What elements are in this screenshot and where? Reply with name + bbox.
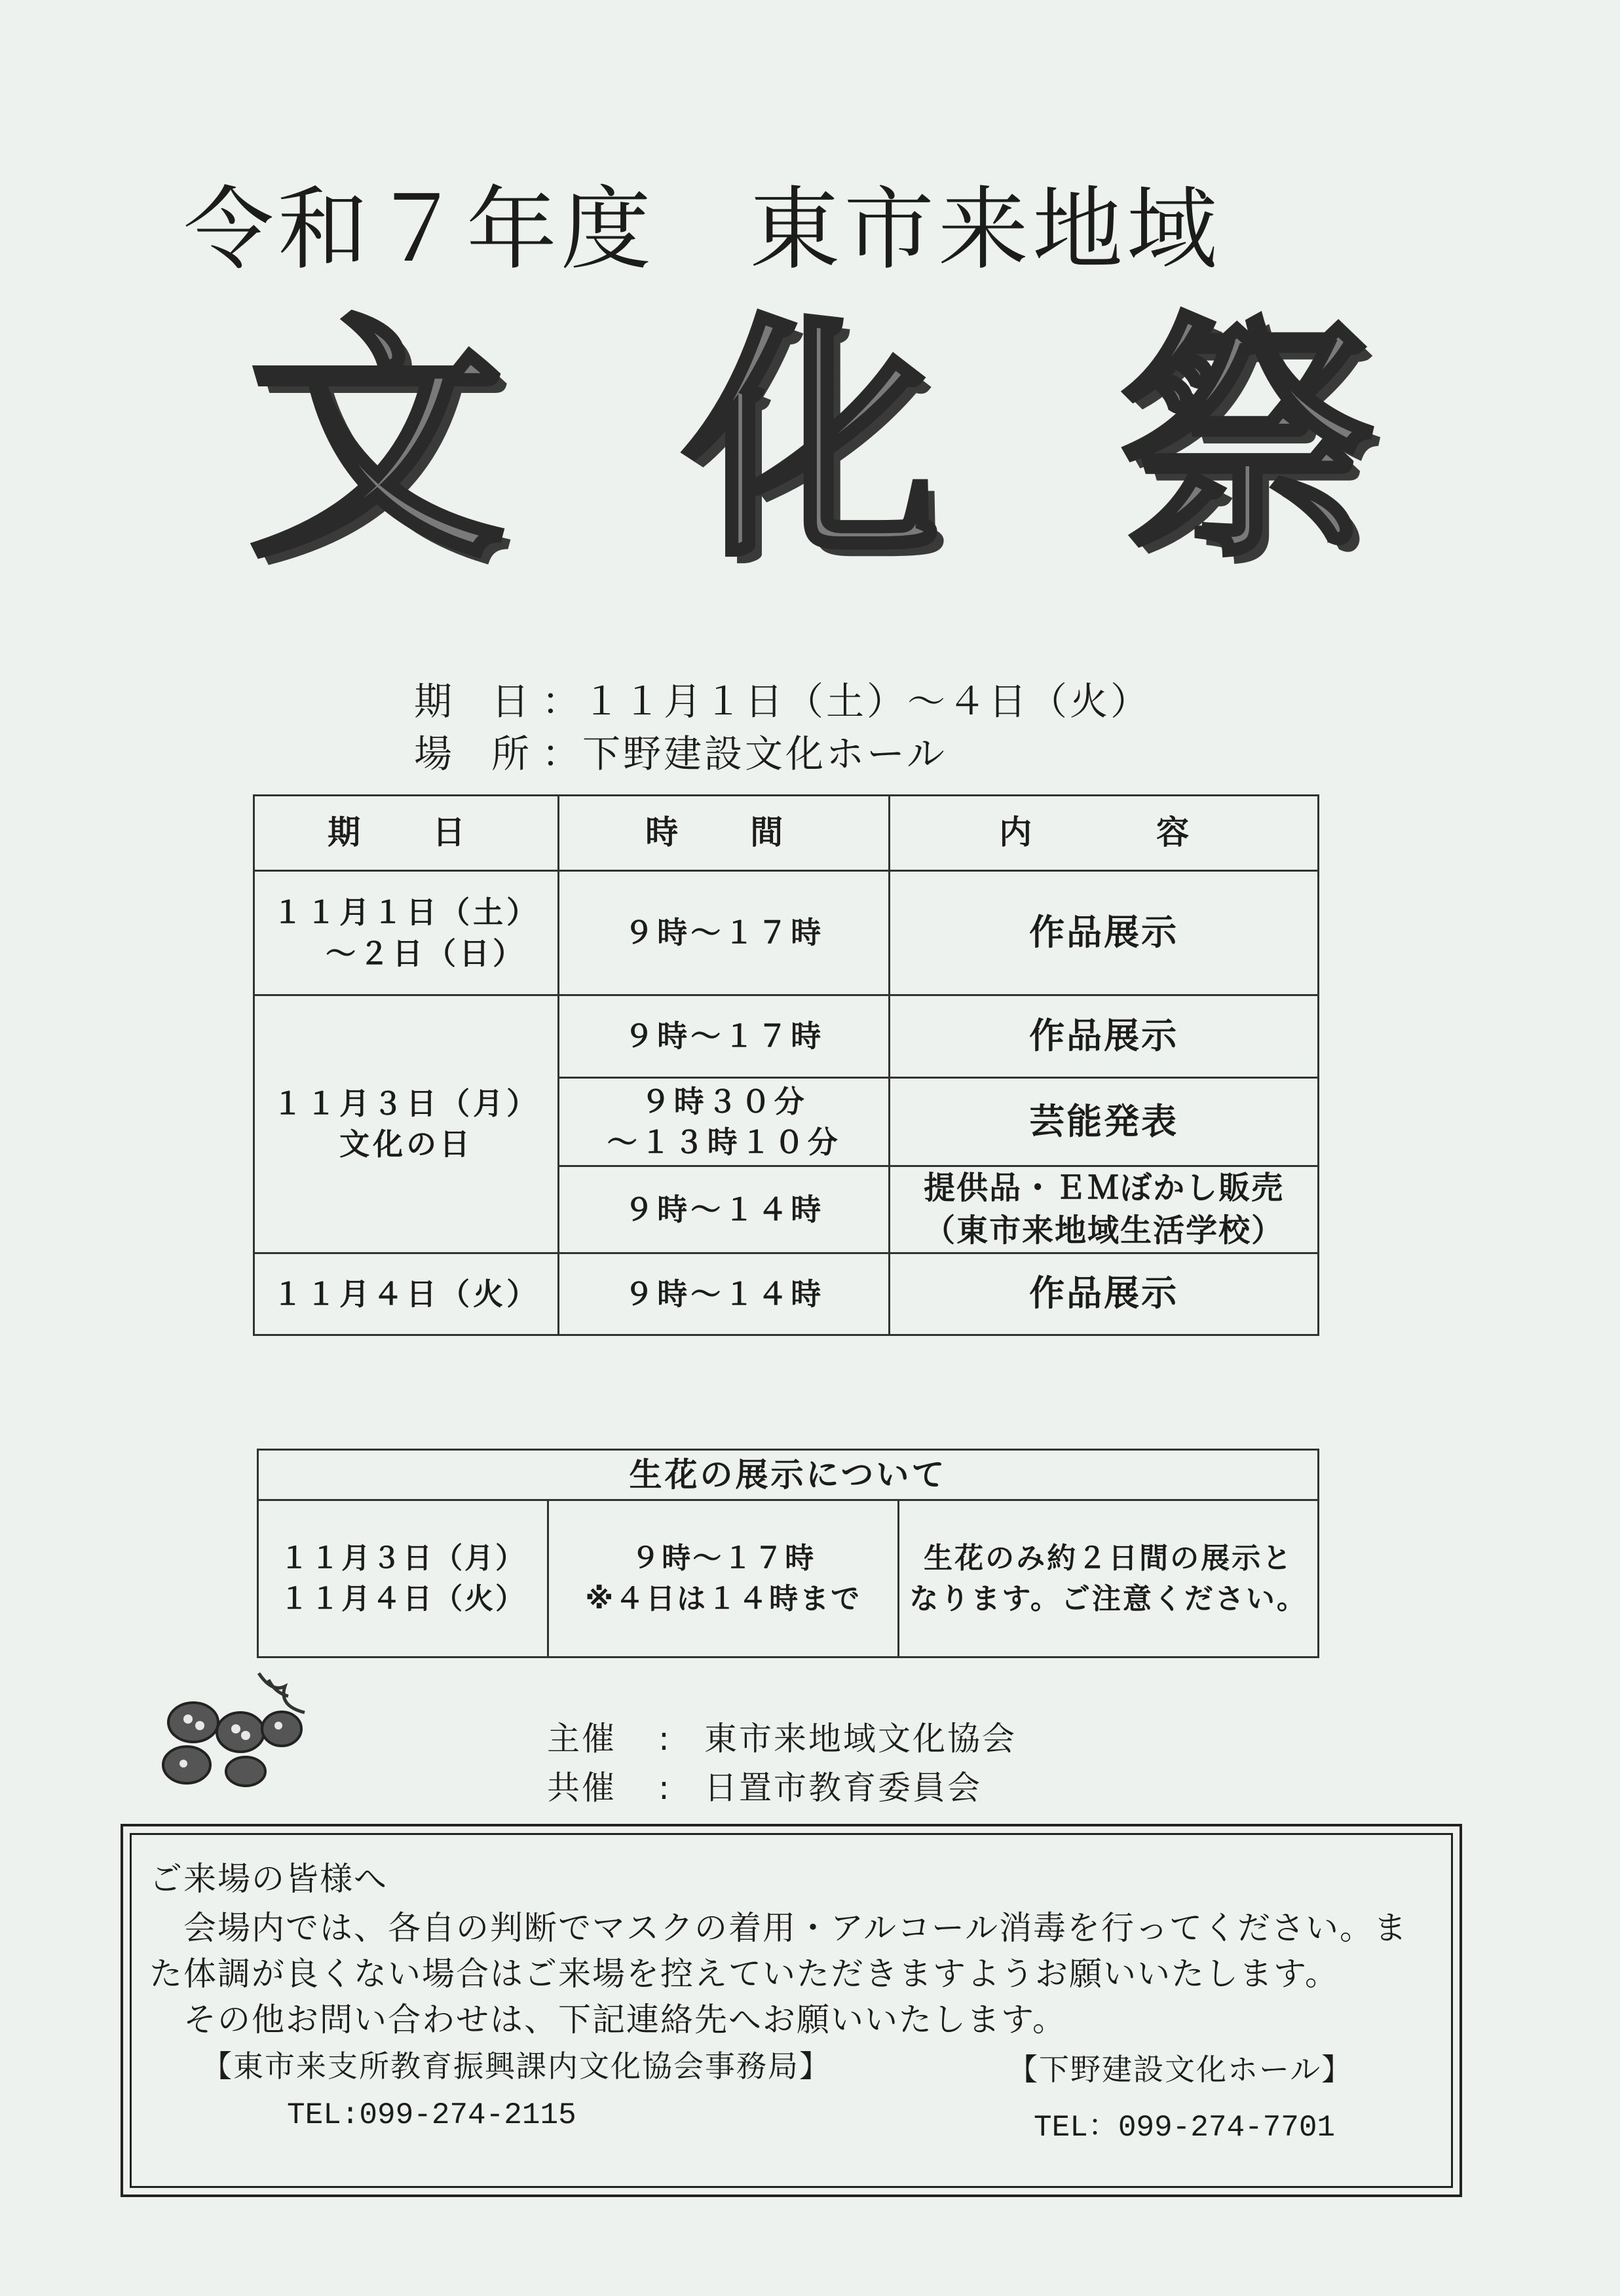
contact-1-name: 【東市来支所教育振興課内文化協会事務局】 bbox=[202, 2048, 831, 2084]
notice-line-2: た体調が良くない場合はご来場を控えていただきますようお願いいたします。 bbox=[149, 1955, 1339, 1993]
host-label: 主催 bbox=[547, 1720, 616, 1758]
date-value: ：１１月１日（土）～４日（火） bbox=[542, 679, 1152, 724]
notice-box bbox=[121, 1824, 1462, 2197]
notice-greeting: ご来場の皆様へ bbox=[149, 1860, 388, 1898]
date-line: １１月３日（月） bbox=[280, 1541, 527, 1575]
notice-line-1: 会場内では、各自の判断でマスクの着用・アルコール消毒を行ってください。ま bbox=[149, 1909, 1408, 1947]
place-label: 場所 bbox=[414, 731, 569, 776]
time-line: ※４日は１４時まで bbox=[585, 1582, 862, 1616]
table-row bbox=[254, 995, 1319, 1078]
date-label: 期日 bbox=[414, 679, 569, 724]
cohost-label: 共催 bbox=[547, 1769, 616, 1807]
event-place bbox=[414, 723, 947, 778]
column-header-content: 内 容 bbox=[890, 796, 1319, 871]
event-date bbox=[414, 671, 1151, 726]
date-line: 文化の日 bbox=[339, 1126, 474, 1162]
time-cell: ９時～１４時 bbox=[559, 1253, 890, 1335]
contact-1-tel: TEL:099-274-2115 bbox=[287, 2098, 576, 2132]
host-colon: : bbox=[658, 1720, 671, 1758]
content-line: （東市来地域生活学校） bbox=[924, 1212, 1285, 1249]
title-char-1: 文 bbox=[249, 293, 504, 591]
note-line: 生花のみ約２日間の展示と bbox=[924, 1541, 1294, 1575]
time-line: ９時３０分 bbox=[640, 1083, 808, 1119]
time-line: ～１３時１０分 bbox=[607, 1124, 841, 1160]
flower-illustration-icon bbox=[160, 1667, 311, 1798]
table-row bbox=[254, 871, 1319, 995]
content-line: 提供品・ＥＭぼかし販売 bbox=[924, 1170, 1285, 1206]
date-line: １１月３日（月） bbox=[273, 1086, 540, 1122]
content-cell: 作品展示 bbox=[890, 1253, 1319, 1335]
table-row bbox=[254, 1253, 1319, 1335]
date-cell: １１月４日（火） bbox=[254, 1253, 559, 1335]
contact-2-name: 【下野建設文化ホール】 bbox=[1008, 2052, 1353, 2087]
date-cell bbox=[254, 871, 559, 995]
date-cell bbox=[254, 995, 559, 1253]
cohost-line bbox=[547, 1762, 982, 1809]
host-line bbox=[547, 1713, 1017, 1760]
event-title bbox=[249, 288, 1376, 596]
note-cell bbox=[899, 1500, 1319, 1657]
title-char-3: 祭 bbox=[1120, 293, 1376, 591]
column-header-time: 時 間 bbox=[559, 796, 890, 871]
table-header-row bbox=[254, 796, 1319, 871]
table-header-row bbox=[258, 1450, 1319, 1500]
event-subtitle: 令和７年度 東市来地域 bbox=[183, 177, 1222, 282]
place-value: ：下野建設文化ホール bbox=[542, 731, 947, 776]
cohost-name: 日置市教育委員会 bbox=[704, 1769, 982, 1807]
flower-heading: 生花の展示について bbox=[258, 1450, 1319, 1500]
date-line: １１月４日（火） bbox=[280, 1582, 527, 1616]
date-line: ～２日（日） bbox=[326, 935, 527, 971]
notice-line-3: その他お問い合わせは、下記連絡先へお願いいたします。 bbox=[149, 2001, 1066, 2039]
schedule-table bbox=[253, 794, 1319, 1336]
column-header-date: 期 日 bbox=[254, 796, 559, 871]
content-cell: 芸能発表 bbox=[890, 1078, 1319, 1166]
date-line: １１月１日（土） bbox=[273, 895, 540, 931]
table-row bbox=[258, 1500, 1319, 1657]
content-cell bbox=[890, 1166, 1319, 1253]
time-cell bbox=[548, 1500, 899, 1657]
content-cell: 作品展示 bbox=[890, 995, 1319, 1078]
flower-display-table bbox=[257, 1449, 1319, 1658]
date-cell bbox=[258, 1500, 548, 1657]
title-char-2: 化 bbox=[685, 293, 940, 591]
time-cell bbox=[559, 1078, 890, 1166]
time-cell: ９時～１７時 bbox=[559, 871, 890, 995]
time-cell: ９時～１４時 bbox=[559, 1166, 890, 1253]
time-cell: ９時～１７時 bbox=[559, 995, 890, 1078]
contact-2-tel: TEL：099-274-7701 bbox=[1034, 2111, 1336, 2145]
host-name: 東市来地域文化協会 bbox=[704, 1720, 1017, 1758]
time-line: ９時～１７時 bbox=[631, 1541, 816, 1575]
note-line: なります。ご注意ください。 bbox=[909, 1582, 1308, 1616]
cohost-colon: : bbox=[658, 1769, 671, 1807]
content-cell: 作品展示 bbox=[890, 871, 1319, 995]
